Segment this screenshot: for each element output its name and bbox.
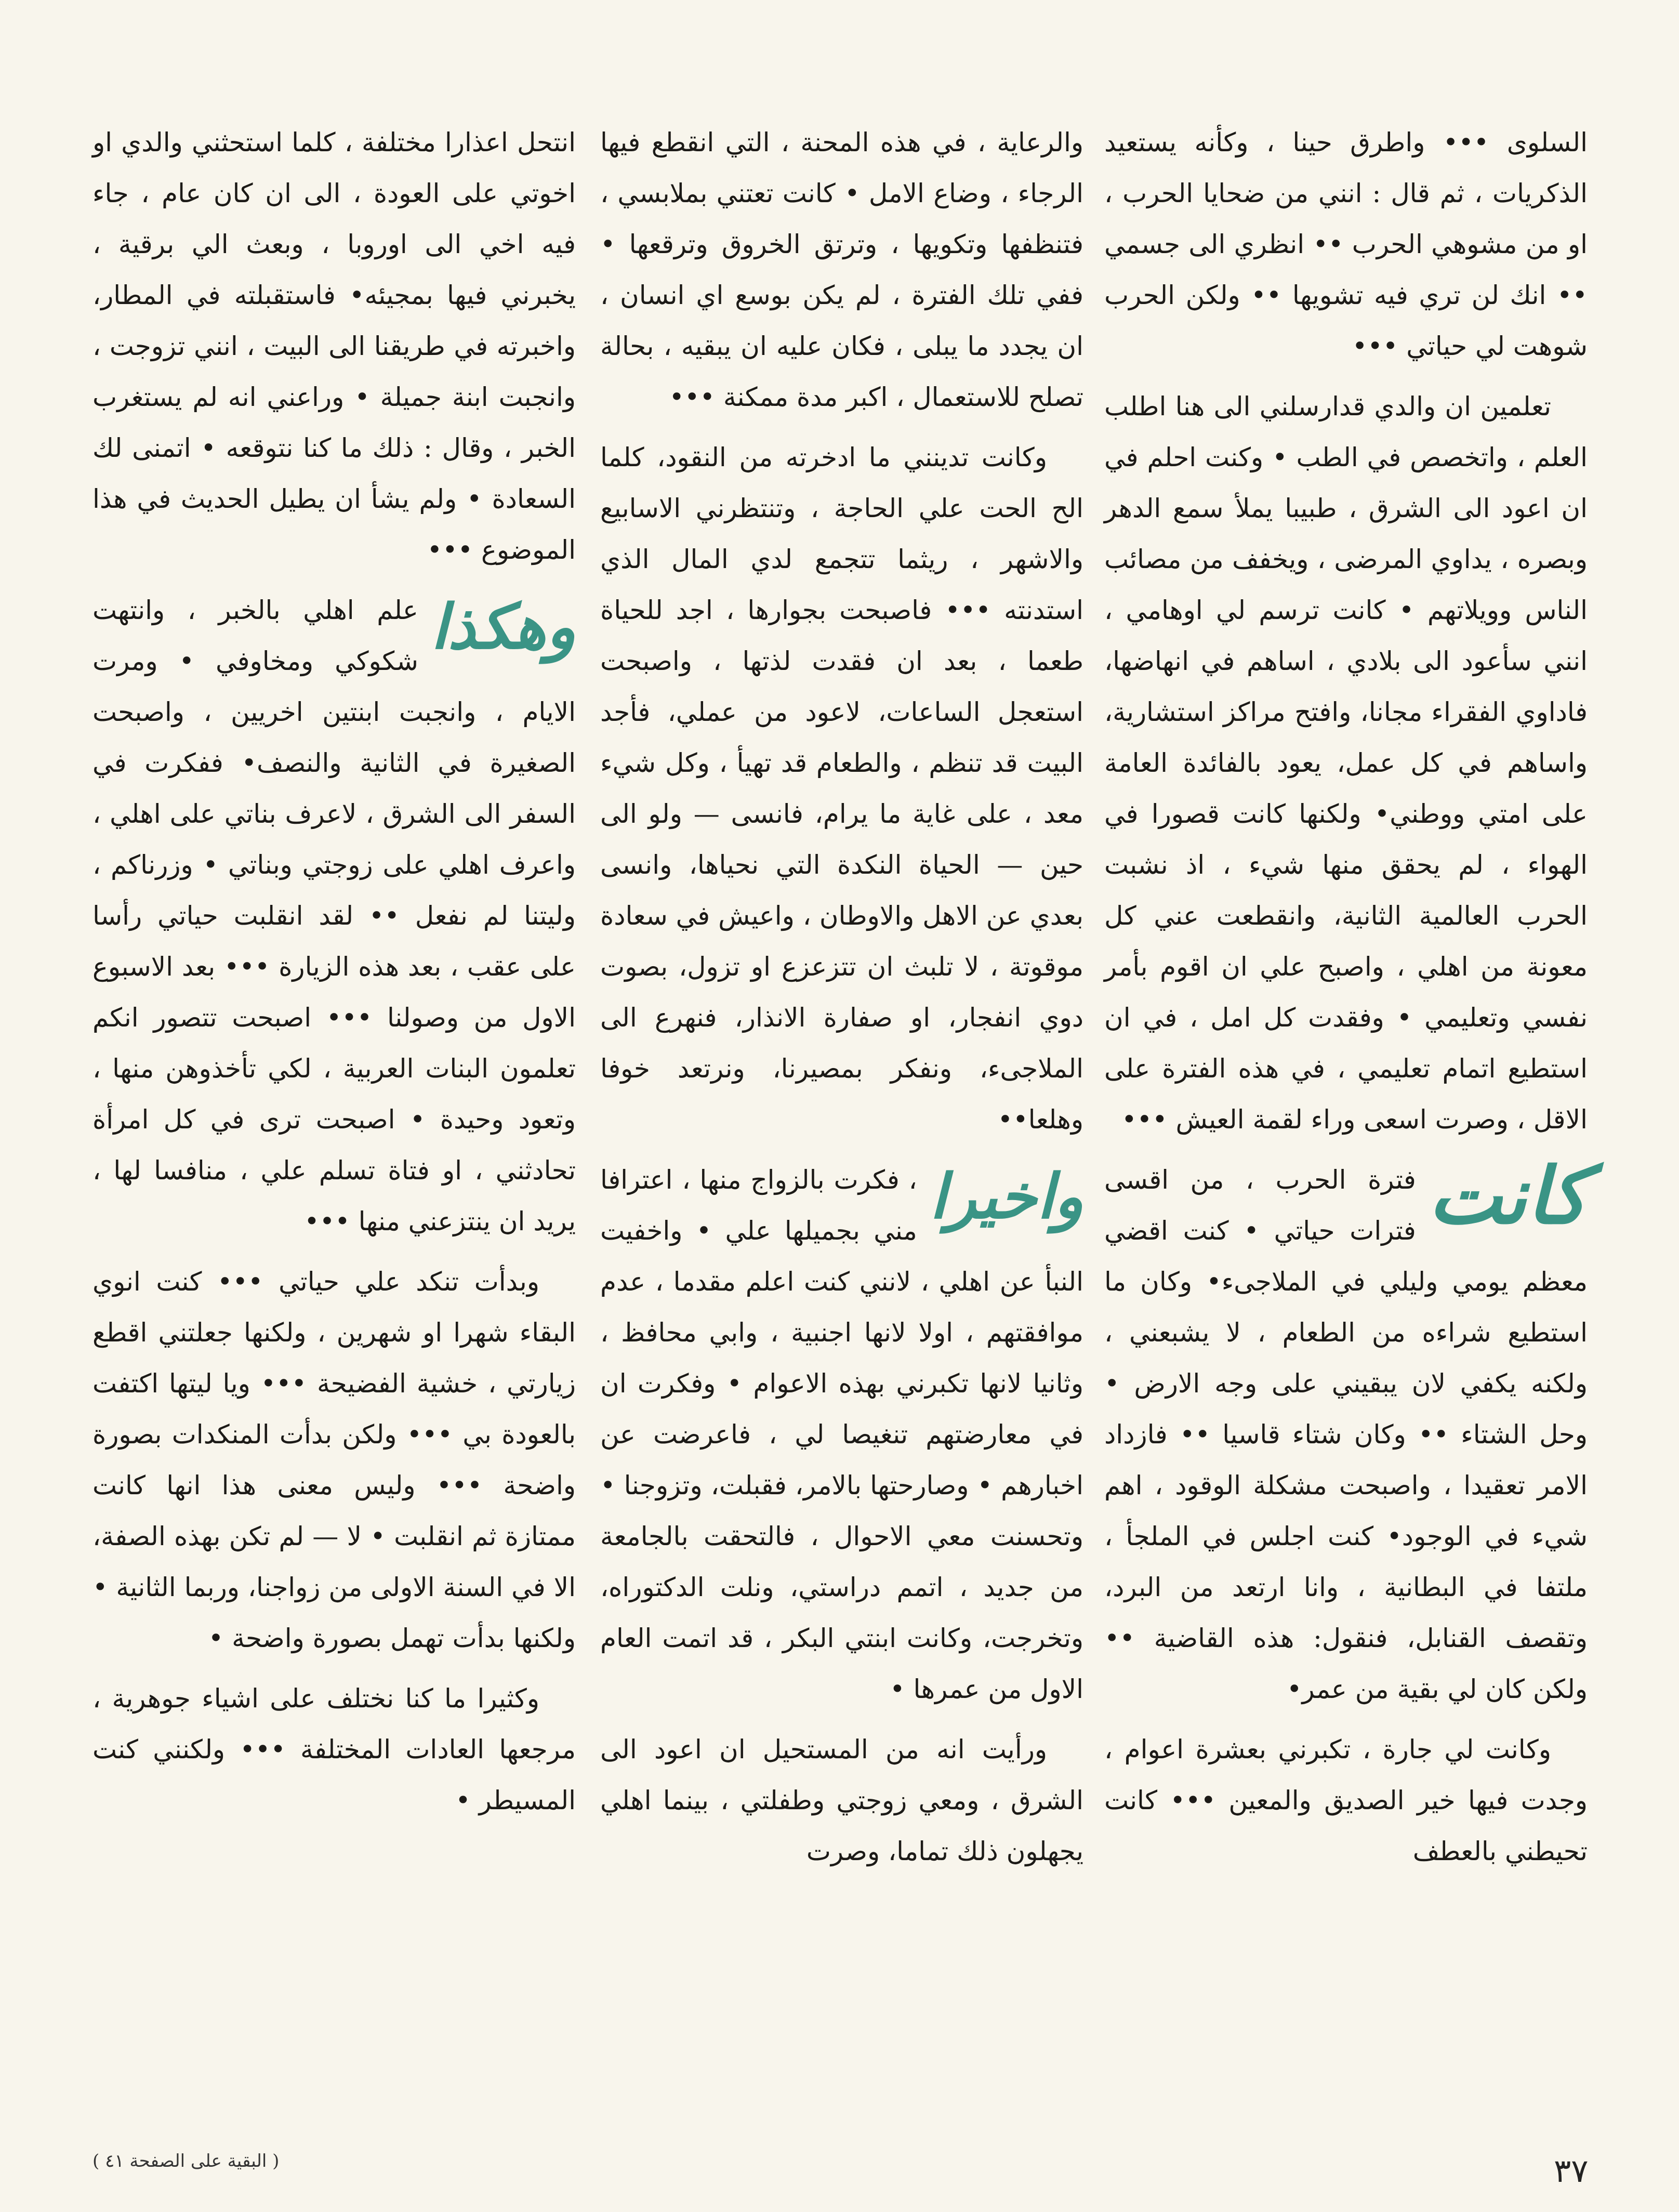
paragraph: والرعاية ، في هذه المحنة ، التي انقطع فيها الرجاء ، وضاع الامل • كانت تعتني بملابسي ، فتنظفها وتكويها ، وترتق الخروق وترقعها • ففي تلك الفترة ، لم يكن بوسع اي انسان ، ان يجدد ما يبلى ، فكان عليه ان يبقيه ، بحالة تصلح للاستعمال ، اكبر مدة ممكنة ••• bbox=[600, 127, 1083, 412]
paragraph-text: فترة الحرب ، من اقسى فترات حياتي • كنت اقضي معظم يومي وليلي في الملاجىء• وكان ما استطيع شراءه من الطعام ، لا يشبعني ، ولكنه يكفي لان يبقيني على وجه الارض • وحل الشتاء •• وكان شتاء قاسيا •• فازداد الامر تعقيدا ، واصبحت مشكلة الوقود ، اهم شيء في الوجود• كنت اجلس في الملجأ ، ملتفا في البطانية ، وانا ارتعد من البرد، وتقصف القنابل، فنقول: هذه القاضية •• ولكن كان لي بقية من عمر• bbox=[1104, 1165, 1588, 1704]
paragraph: ورأيت انه من المستحيل ان اعود الى الشرق ، ومعي زوجتي وطفلتي ، بينما اهلي يجهلون ذلك تماما، وصرت bbox=[600, 1734, 1083, 1866]
paragraph: السلوى ••• واطرق حينا ، وكأنه يستعيد الذكريات ، ثم قال : انني من ضحايا الحرب ، او من مشوهي الحرب •• انظري الى جسمي •• انك لن تري فيه تشويها •• ولكن الحرب شوهت لي حياتي ••• bbox=[1104, 127, 1588, 361]
dropcap-word: واخيرا bbox=[929, 1161, 1083, 1232]
continued-note: ( البقية على الصفحة ٤١ ) bbox=[92, 2151, 280, 2171]
paragraph-text: ، فكرت بالزواج منها ، اعترافا مني بجميلها علي • واخفيت النبأ عن اهلي ، لانني كنت اعلم مقدما ، عدم موافقتهم ، اولا لانها اجنبية ، وابي محافظ ، وثانيا لانها تكبرني بهذه الاعوام • وفكرت ان في معارضتهم تنغيصا لي ، فاعرضت عن اخبارهم • وصارحتها بالامر، فقبلت، وتزوجنا • وتحسنت معي الاحوال ، فالتحقت بالجامعة من جديد ، اتمم دراستي، ونلت الدكتوراه، وتخرجت، وكانت ابنتي البكر ، قد اتمت العام الاول من عمرها • bbox=[600, 1165, 1083, 1704]
paragraph: وكانت تدينني ما ادخرته من النقود، كلما الح الحت علي الحاجة ، وتنتظرني الاسابيع والاشهر ، ريثما تتجمع لدي المال الذي استدنته ••• فاصبحت بجوارها ، اجد للحياة طعما ، بعد ان فقدت لذتها ، واصبحت استعجل الساعات، لاعود من عملي، فأجد البيت قد تنظم ، والطعام قد تهيأ ، وكل شيء معد ، على غاية ما يرام، فانسى — ولو الى حين — الحياة النكدة التي نحياها، وانسى بعدي عن الاهل والاوطان ، واعيش في سعادة موقوتة ، لا تلبث ان تتزعزع او تزول، بصوت دوي انفجار، او صفارة الانذار، فنهرع الى الملاجىء، ونفكر بمصيرنا، ونرتعد خوفا وهلعا•• bbox=[600, 442, 1083, 1135]
dropcap-word: وهكذا bbox=[430, 591, 576, 663]
paragraph: انتحل اعذارا مختلفة ، كلما استحثني والدي او اخوتي على العودة ، الى ان كان عام ، جاء فيه اخي الى اوروبا ، وبعث الي برقية ، يخبرني فيها بمجيئه• فاستقبلته في المطار، واخبرته في طريقنا الى البيت ، انني تزوجت ، وانجبت ابنة جميلة • وراعني انه لم يستغرب الخبر ، وقال : ذلك ما كنا نتوقعه • اتمنى لك السعادة • ولم يشأ ان يطيل الحديث في هذا الموضوع ••• bbox=[92, 127, 576, 565]
paragraph: تعلمين ان والدي قدارسلني الى هنا اطلب العلم ، واتخصص في الطب • وكنت احلم في ان اعود الى الشرق ، طبيبا يملأ سمع الدهر وبصره ، يداوي المرضى ، ويخفف من مصائب الناس وويلاتهم • كانت ترسم لي اوهامي ، انني سأعود الى بلادي ، اساهم في انهاضها، فاداوي الفقراء مجانا، وافتح مراكز استشارية، واساهم في كل عمل، يعود بالفائدة العامة على امتي ووطني• ولكنها كانت قصورا في الهواء ، لم يحقق منها شيء ، اذ نشبت الحرب العالمية الثانية، وانقطعت عني كل معونة من اهلي ، واصبح علي ان اقوم بأمر نفسي وتعليمي • وفقدت كل امل ، في ان استطيع اتمام تعليمي ، في هذه الفترة على الاقل ، وصرت اسعى وراء لقمة العيش ••• bbox=[1104, 391, 1588, 1135]
paragraph-with-dropcap bbox=[92, 585, 576, 1247]
page-number: ٣٧ bbox=[1554, 2152, 1589, 2190]
article-column-middle bbox=[600, 117, 1083, 1886]
paragraph: وبدأت تنكد علي حياتي ••• كنت انوي البقاء شهرا او شهرين ، ولكنها جعلتني اقطع زيارتي ، خشية الفضيحة ••• ويا ليتها اكتفت بالعودة بي ••• ولكن بدأت المنكدات بصورة واضحة ••• وليس معنى هذا انها كانت ممتازة ثم انقلبت • لا — لم تكن بهذه الصفة، الا في السنة الاولى من زواجنا، وربما الثانية • ولكنها بدأت تهمل بصورة واضحة • bbox=[92, 1267, 576, 1653]
paragraph-with-dropcap bbox=[1104, 1151, 1588, 1715]
paragraph: وكانت لي جارة ، تكبرني بعشرة اعوام ، وجدت فيها خير الصديق والمعين ••• كانت تحيطني بالعطف bbox=[1104, 1734, 1588, 1866]
dropcap-word: كانت bbox=[1428, 1151, 1588, 1242]
paragraph-with-dropcap bbox=[600, 1154, 1083, 1715]
paragraph-text: علم اهلي بالخبر ، وانتهت شكوكي ومخاوفي • ومرت الايام ، وانجبت ابنتين اخريين ، واصبحت الصغيرة في الثانية والنصف• ففكرت في السفر الى الشرق ، لاعرف بناتي على اهلي ، واعرف اهلي على زوجتي وبناتي • وزرناكم ، وليتنا لم نفعل •• لقد انقلبت حياتي رأسا على عقب ، بعد هذه الزيارة ••• بعد الاسبوع الاول من وصولنا ••• اصبحت تتصور انكم تعلمون البنات العربية ، لكي تأخذوهن منها ، وتعود وحيدة • اصبحت ترى في كل امرأة تحادثني ، او فتاة تسلم علي ، منافسا لها ، يريد ان ينتزعني منها ••• bbox=[92, 595, 576, 1236]
article-column-left bbox=[92, 117, 576, 1835]
paragraph: وكثيرا ما كنا نختلف على اشياء جوهرية ، مرجعها العادات المختلفة ••• ولكنني كنت المسيطر • bbox=[92, 1683, 576, 1815]
article-column-right bbox=[1104, 117, 1588, 1886]
